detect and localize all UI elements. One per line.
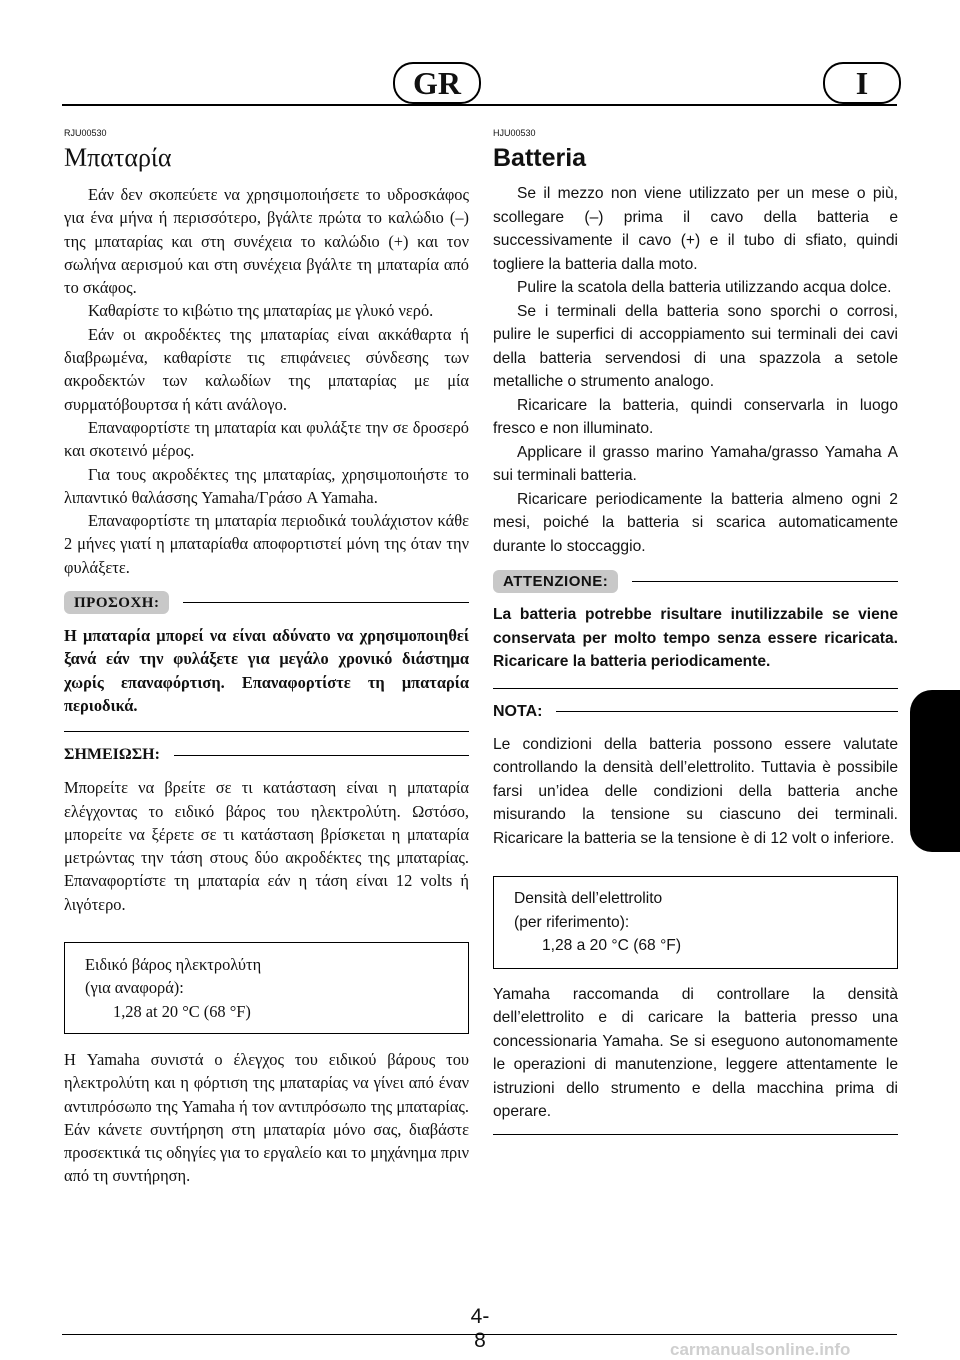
greek-paragraph: Εάν οι ακροδέκτες της μπαταρίας είναι ακκάθαρτα ή διαβρωμένα, καθαρίστε τις επιφάνειες σύνδεσης των ακροδεκτών των καλωδίων της μπαταρίας με μία συρματόβουρτσα ή κάτι ανάλογο. <box>64 324 469 414</box>
greek-paragraph: Καθαρίστε το κιβώτιο της μπαταρίας με γλυκό νερό. <box>88 301 434 321</box>
italian-note-heading <box>493 701 898 723</box>
italian-section-code: HJU00530 <box>493 128 536 138</box>
italian-caution-label: ATTENZIONE: <box>493 570 618 593</box>
greek-paragraph: Για τους ακροδέκτες της μπαταρίας, χρησιμοποιήστε το λιπαντικό θαλάσσης Yamaha/Γράσο A Yamaha. <box>64 464 469 507</box>
greek-note-heading <box>64 744 469 766</box>
greek-note-text: Μπορείτε να βρείτε σε τι κατάσταση είναι η μπαταρία ελέγχοντας το ειδικό βάρος του ηλεκτρολύτη. Ωστόσο, μπορείτε να ξέρετε σε τι κατάσταση βρίσκεται η μπαταρία μετρώντας την τάση στους δύο ακροδέκτες της μπαταρίας. Επαναφορτίστε τη μπαταρία εάν η τάση είναι 12 volts ή λιγότερο. <box>64 778 469 914</box>
page-number: 4-8 <box>470 1305 490 1352</box>
language-badge-italian: I <box>823 62 901 104</box>
italian-note-text: Le condizioni della batteria possono essere valutate controllando la densità dell’elettrolito. Tuttavia è possibile farsi un’idea delle condizioni della batteria anche misurando la tensione su ciascuno dei terminali. Ricaricare la batteria se la tensione è di 12 volt o inferiore. <box>493 735 898 847</box>
greek-note-label: ΣΗΜΕΙΩΣΗ: <box>64 746 160 764</box>
greek-section-code: RJU00530 <box>64 128 107 138</box>
footer-rule <box>62 1334 897 1335</box>
greek-paragraph: Εάν δεν σκοπεύετε να χρησιμοποιήσετε το υδροσκάφος για ένα μήνα ή περισσότερο, βγάλτε πρώτα το καλώδιο (–) της μπαταρίας και στη συνέχεια το καλώδιο (+) και τον σωλήνα αερισμού και στη συνέχεια βγάλτε τη μπαταρία από το σκάφος. <box>64 185 469 298</box>
header-rule <box>62 104 897 106</box>
greek-column <box>64 120 469 1188</box>
greek-paragraph: Επαναφορτίστε τη μπαταρία και φυλάξτε την σε δροσερό και σκοτεινό μέρος. <box>64 417 469 461</box>
italian-paragraph: Applicare il grasso marino Yamaha/grasso Yamaha A sui terminali batteria. <box>493 443 898 484</box>
divider <box>493 1134 898 1135</box>
italian-caution-text: La batteria potrebbe risultare inutilizzabile se viene conservata per molto tempo senza essere ricaricata. Ricaricare la batteria periodicamente. <box>493 606 898 670</box>
greek-spec-box <box>64 942 469 1034</box>
divider <box>174 755 469 756</box>
spec-line: Densità dell’elettrolito <box>514 890 663 907</box>
spec-value: 1,28 at 20 °C (68 °F) <box>113 1001 251 1021</box>
italian-paragraph: Pulire la scatola della batteria utilizzando acqua dolce. <box>517 279 892 296</box>
spec-line: (per riferimento): <box>514 913 630 931</box>
greek-section-title: Μπαταρία <box>64 143 172 172</box>
divider <box>556 711 898 712</box>
italian-paragraph: Ricaricare periodicamente la batteria almeno ogni 2 mesi, poiché la batteria si scarica automaticamente durante lo stoccaggio. <box>493 490 898 555</box>
spec-line: (για αναφορά): <box>85 978 184 998</box>
italian-paragraph: Se i terminali della batteria sono sporchi o corrosi, pulire le superfici di accoppiamento sui terminali dei cavi della batteria servendosi di una spazzola a setole metalliche o strumento analogo. <box>493 302 898 390</box>
italian-note-label: NOTA: <box>493 702 543 720</box>
greek-caution-text: Η μπαταρία μπορεί να είναι αδύνατο να χρησιμοποιηθεί ξανά εάν την φυλάξετε για μεγάλο χρονικό διάστημα χωρίς επαναφόρτιση. Επαναφορτίστε τη μπαταρία περιοδικά. <box>64 626 469 715</box>
section-thumb-tab <box>910 690 960 852</box>
divider <box>632 581 898 582</box>
divider <box>493 688 898 689</box>
italian-spec-box <box>493 876 898 969</box>
italian-column <box>493 120 898 1135</box>
greek-final-paragraph: Η Yamaha συνιστά ο έλεγχος του ειδικού βάρους του ηλεκτρολύτη και η φόρτιση της μπαταρίας να γίνει από έναν αντιπρόσωπο της Yamaha ή τον αντιπρόσωπο της μπαταρίας. Εάν κάνετε συντήρηση στη μπαταρία μόνο σας, διαβάστε προσεκτικά τις οδηγίες για το εργαλείο και το μηχάνημα πριν από τη συντήρηση. <box>64 1049 469 1186</box>
spec-value: 1,28 a 20 °C (68 °F) <box>542 937 682 954</box>
greek-caution-heading <box>64 591 469 614</box>
italian-final-paragraph: Yamaha raccomanda di controllare la densità dell’elettrolito e di caricare la batteria presso una concessionaria Yamaha. Se si eseguono autonomamente le operazioni di manutenzione, leggere attentamente le istruzioni dello strumento e della macchina prima di operare. <box>493 985 898 1120</box>
language-badge-greek: GR <box>393 62 481 104</box>
greek-paragraph: Επαναφορτίστε τη μπαταρία περιοδικά τουλάχιστον κάθε 2 μήνες γιατί η μπαταρίαθα αποφορτιστεί μόνη της όταν την φυλάξετε. <box>64 511 469 577</box>
italian-caution-heading <box>493 570 898 593</box>
watermark: carmanualsonline.info <box>670 1340 851 1359</box>
italian-paragraph: Ricaricare la batteria, quindi conservarla in luogo fresco e non illuminato. <box>493 396 898 437</box>
italian-section-title: Batteria <box>493 144 587 172</box>
divider <box>64 731 469 732</box>
greek-caution-label: ΠΡΟΣΟΧΗ: <box>64 591 169 614</box>
divider <box>183 602 469 603</box>
spec-line: Ειδικό βάρος ηλεκτρολύτη <box>85 955 262 975</box>
italian-paragraph: Se il mezzo non viene utilizzato per un mese o più, scollegare (–) prima il cavo della batteria e successivamente il cavo (+) e il tubo di sfiato, quindi togliere la batteria dalla moto. <box>493 185 898 273</box>
